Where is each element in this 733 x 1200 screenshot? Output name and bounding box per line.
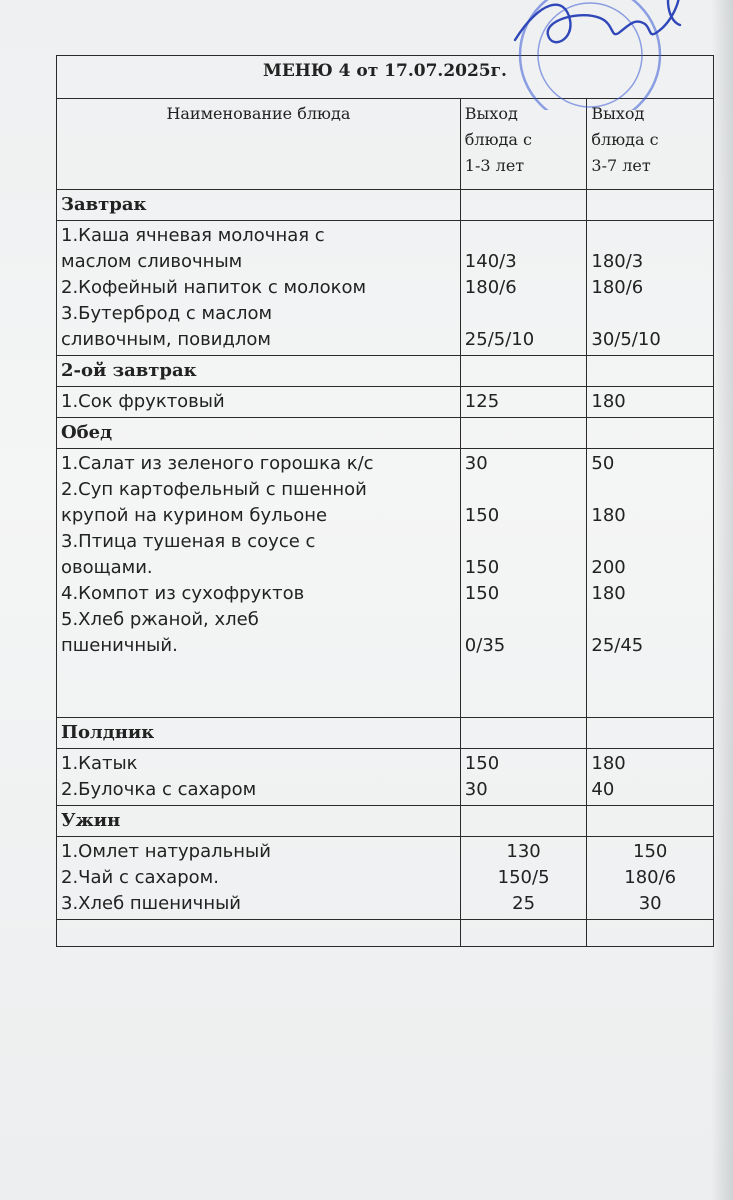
lunch-label: Обед <box>57 418 461 449</box>
snack-values-1-3: 150 30 <box>460 749 587 806</box>
second-breakfast-values-3-7: 180 <box>587 387 714 418</box>
empty-cell <box>587 920 714 947</box>
dinner-values-3-7: 150 180/6 30 <box>587 837 714 920</box>
dinner-values-1-3: 130 150/5 25 <box>460 837 587 920</box>
snack-values-3-7: 180 40 <box>587 749 714 806</box>
empty-cell <box>460 718 587 749</box>
snack-items: 1.Катык 2.Булочка с сахаром <box>57 749 461 806</box>
dinner-label: Ужин <box>57 806 461 837</box>
dinner-items-row <box>57 837 714 920</box>
second-breakfast-label: 2-ой завтрак <box>57 356 461 387</box>
output-1-3-header: Выход блюда с 1-3 лет <box>460 99 587 190</box>
breakfast-items: 1.Каша ячневая молочная с маслом сливочным 2.Кофейный напиток с молоком 3.Бутерброд с маслом сливочным, повидлом <box>57 221 461 356</box>
empty-cell <box>460 806 587 837</box>
official-stamp-and-signature <box>470 0 710 110</box>
header-row <box>57 99 714 190</box>
menu-title: МЕНЮ 4 от 17.07.2025г. <box>57 56 714 99</box>
second-breakfast-items-row <box>57 387 714 418</box>
dinner-section-row <box>57 806 714 837</box>
empty-cell <box>587 356 714 387</box>
empty-cell <box>587 418 714 449</box>
empty-cell <box>587 718 714 749</box>
snack-section-row <box>57 718 714 749</box>
output-3-7-header: Выход блюда с 3-7 лет <box>587 99 714 190</box>
breakfast-values-3-7: 180/3 180/6 30/5/10 <box>587 221 714 356</box>
empty-cell <box>460 190 587 221</box>
empty-cell <box>57 920 461 947</box>
lunch-items-row <box>57 449 714 718</box>
empty-cell <box>460 356 587 387</box>
second-breakfast-items: 1.Сок фруктовый <box>57 387 461 418</box>
empty-footer-row <box>57 920 714 947</box>
second-breakfast-values-1-3: 125 <box>460 387 587 418</box>
paper-edge-shadow <box>711 0 733 1200</box>
lunch-values-3-7: 50 180 200 180 25/45 <box>587 449 714 718</box>
snack-items-row <box>57 749 714 806</box>
lunch-section-row <box>57 418 714 449</box>
menu-table <box>56 55 714 947</box>
empty-cell <box>587 806 714 837</box>
second-breakfast-section-row <box>57 356 714 387</box>
dish-name-header: Наименование блюда <box>57 99 461 190</box>
breakfast-section-row <box>57 190 714 221</box>
snack-label: Полдник <box>57 718 461 749</box>
breakfast-items-row <box>57 221 714 356</box>
stamp-inner-ring <box>538 3 642 107</box>
breakfast-values-1-3: 140/3 180/6 25/5/10 <box>460 221 587 356</box>
breakfast-label: Завтрак <box>57 190 461 221</box>
lunch-items: 1.Салат из зеленого горошка к/с 2.Суп картофельный с пшенной крупой на курином бульоне 3.Птица тушеная в соусе с овощами. 4.Компот из сухофруктов 5.Хлеб ржаной, хлеб пшеничный. <box>57 449 461 718</box>
empty-cell <box>460 418 587 449</box>
lunch-values-1-3: 30 150 150 150 0/35 <box>460 449 587 718</box>
empty-cell <box>460 920 587 947</box>
dinner-items: 1.Омлет натуральный 2.Чай с сахаром. 3.Хлеб пшеничный <box>57 837 461 920</box>
empty-cell <box>587 190 714 221</box>
